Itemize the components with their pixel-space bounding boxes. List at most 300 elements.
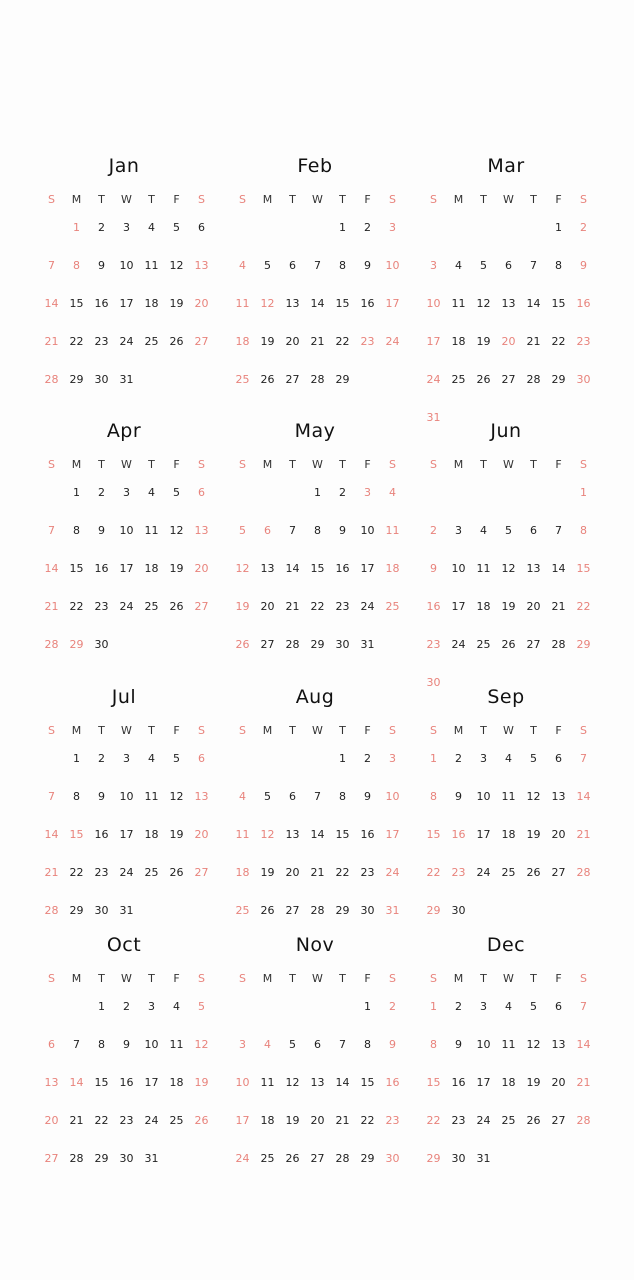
day-cell[interactable]: 5 bbox=[480, 259, 487, 272]
day-cell[interactable]: 26 bbox=[169, 600, 184, 613]
day-cell[interactable]: 1 bbox=[339, 752, 346, 765]
day-cell[interactable]: 11 bbox=[501, 1038, 516, 1051]
day-cell[interactable]: 9 bbox=[455, 790, 462, 803]
day-cell[interactable]: 11 bbox=[476, 562, 491, 575]
day-cell[interactable]: 10 bbox=[119, 259, 134, 272]
day-cell[interactable]: 10 bbox=[119, 524, 134, 537]
day-cell[interactable]: 20 bbox=[551, 1076, 566, 1089]
day-cell[interactable]: 4 bbox=[239, 790, 246, 803]
day-cell[interactable]: 4 bbox=[264, 1038, 271, 1051]
day-cell[interactable]: 7 bbox=[48, 790, 55, 803]
day-cell[interactable]: 12 bbox=[501, 562, 516, 575]
day-cell[interactable]: 14 bbox=[310, 828, 325, 841]
day-cell[interactable]: 28 bbox=[335, 1152, 350, 1165]
day-cell[interactable]: 14 bbox=[576, 790, 591, 803]
day-cell[interactable]: 17 bbox=[385, 828, 400, 841]
day-cell[interactable]: 12 bbox=[169, 790, 184, 803]
day-cell[interactable]: 6 bbox=[555, 752, 562, 765]
day-cell[interactable]: 6 bbox=[264, 524, 271, 537]
day-cell[interactable]: 8 bbox=[430, 790, 437, 803]
day-cell[interactable]: 15 bbox=[335, 297, 350, 310]
day-cell[interactable]: 13 bbox=[310, 1076, 325, 1089]
day-cell[interactable]: 17 bbox=[476, 1076, 491, 1089]
day-cell[interactable]: 4 bbox=[173, 1000, 180, 1013]
day-cell[interactable]: 11 bbox=[144, 524, 159, 537]
day-cell[interactable]: 6 bbox=[530, 524, 537, 537]
day-cell[interactable]: 29 bbox=[576, 638, 591, 651]
day-cell[interactable]: 27 bbox=[310, 1152, 325, 1165]
day-cell[interactable]: 12 bbox=[235, 562, 250, 575]
day-cell[interactable]: 12 bbox=[260, 828, 275, 841]
day-cell[interactable]: 29 bbox=[94, 1152, 109, 1165]
day-cell[interactable]: 8 bbox=[580, 524, 587, 537]
day-cell[interactable]: 5 bbox=[173, 486, 180, 499]
day-cell[interactable]: 23 bbox=[385, 1114, 400, 1127]
day-cell[interactable]: 11 bbox=[235, 297, 250, 310]
day-cell[interactable]: 14 bbox=[335, 1076, 350, 1089]
day-cell[interactable]: 18 bbox=[260, 1114, 275, 1127]
day-cell[interactable]: 7 bbox=[314, 259, 321, 272]
day-cell[interactable]: 2 bbox=[364, 221, 371, 234]
day-cell[interactable]: 16 bbox=[360, 297, 375, 310]
day-cell[interactable]: 18 bbox=[385, 562, 400, 575]
day-cell[interactable]: 30 bbox=[385, 1152, 400, 1165]
day-cell[interactable]: 20 bbox=[260, 600, 275, 613]
day-cell[interactable]: 26 bbox=[169, 335, 184, 348]
day-cell[interactable]: 7 bbox=[48, 259, 55, 272]
day-cell[interactable]: 21 bbox=[576, 828, 591, 841]
day-cell[interactable]: 28 bbox=[576, 1114, 591, 1127]
day-cell[interactable]: 6 bbox=[198, 486, 205, 499]
day-cell[interactable]: 11 bbox=[144, 259, 159, 272]
day-cell[interactable]: 2 bbox=[339, 486, 346, 499]
day-cell[interactable]: 2 bbox=[98, 752, 105, 765]
day-cell[interactable]: 24 bbox=[476, 866, 491, 879]
day-cell[interactable]: 10 bbox=[385, 790, 400, 803]
day-cell[interactable]: 7 bbox=[530, 259, 537, 272]
day-cell[interactable]: 9 bbox=[580, 259, 587, 272]
day-cell[interactable]: 16 bbox=[576, 297, 591, 310]
day-cell[interactable]: 9 bbox=[98, 524, 105, 537]
day-cell[interactable]: 4 bbox=[148, 486, 155, 499]
day-cell[interactable]: 13 bbox=[501, 297, 516, 310]
day-cell[interactable]: 21 bbox=[44, 600, 59, 613]
day-cell[interactable]: 16 bbox=[94, 828, 109, 841]
day-cell[interactable]: 5 bbox=[264, 790, 271, 803]
day-cell[interactable]: 22 bbox=[94, 1114, 109, 1127]
day-cell[interactable]: 12 bbox=[476, 297, 491, 310]
day-cell[interactable]: 5 bbox=[289, 1038, 296, 1051]
day-cell[interactable]: 12 bbox=[285, 1076, 300, 1089]
day-cell[interactable]: 1 bbox=[430, 752, 437, 765]
day-cell[interactable]: 25 bbox=[476, 638, 491, 651]
day-cell[interactable]: 17 bbox=[426, 335, 441, 348]
day-cell[interactable]: 5 bbox=[530, 1000, 537, 1013]
day-cell[interactable]: 22 bbox=[576, 600, 591, 613]
day-cell[interactable]: 7 bbox=[339, 1038, 346, 1051]
day-cell[interactable]: 22 bbox=[310, 600, 325, 613]
day-cell[interactable]: 25 bbox=[260, 1152, 275, 1165]
day-cell[interactable]: 18 bbox=[235, 866, 250, 879]
day-cell[interactable]: 17 bbox=[119, 297, 134, 310]
day-cell[interactable]: 6 bbox=[314, 1038, 321, 1051]
day-cell[interactable]: 18 bbox=[235, 335, 250, 348]
day-cell[interactable]: 30 bbox=[451, 904, 466, 917]
day-cell[interactable]: 25 bbox=[169, 1114, 184, 1127]
day-cell[interactable]: 27 bbox=[260, 638, 275, 651]
day-cell[interactable]: 13 bbox=[551, 1038, 566, 1051]
day-cell[interactable]: 15 bbox=[426, 828, 441, 841]
day-cell[interactable]: 26 bbox=[476, 373, 491, 386]
day-cell[interactable]: 19 bbox=[260, 335, 275, 348]
day-cell[interactable]: 17 bbox=[144, 1076, 159, 1089]
day-cell[interactable]: 30 bbox=[451, 1152, 466, 1165]
day-cell[interactable]: 17 bbox=[476, 828, 491, 841]
day-cell[interactable]: 3 bbox=[480, 1000, 487, 1013]
day-cell[interactable]: 14 bbox=[285, 562, 300, 575]
day-cell[interactable]: 30 bbox=[360, 904, 375, 917]
day-cell[interactable]: 1 bbox=[364, 1000, 371, 1013]
day-cell[interactable]: 22 bbox=[360, 1114, 375, 1127]
day-cell[interactable]: 14 bbox=[310, 297, 325, 310]
day-cell[interactable]: 19 bbox=[235, 600, 250, 613]
day-cell[interactable]: 6 bbox=[505, 259, 512, 272]
day-cell[interactable]: 12 bbox=[169, 259, 184, 272]
day-cell[interactable]: 8 bbox=[314, 524, 321, 537]
day-cell[interactable]: 11 bbox=[144, 790, 159, 803]
day-cell[interactable]: 3 bbox=[364, 486, 371, 499]
day-cell[interactable]: 16 bbox=[119, 1076, 134, 1089]
day-cell[interactable]: 8 bbox=[339, 259, 346, 272]
day-cell[interactable]: 24 bbox=[385, 335, 400, 348]
day-cell[interactable]: 22 bbox=[69, 335, 84, 348]
day-cell[interactable]: 2 bbox=[580, 221, 587, 234]
day-cell[interactable]: 2 bbox=[430, 524, 437, 537]
day-cell[interactable]: 25 bbox=[235, 904, 250, 917]
day-cell[interactable]: 30 bbox=[426, 676, 441, 689]
day-cell[interactable]: 22 bbox=[426, 866, 441, 879]
day-cell[interactable]: 21 bbox=[44, 335, 59, 348]
day-cell[interactable]: 3 bbox=[123, 752, 130, 765]
day-cell[interactable]: 15 bbox=[360, 1076, 375, 1089]
day-cell[interactable]: 28 bbox=[310, 904, 325, 917]
day-cell[interactable]: 25 bbox=[144, 335, 159, 348]
day-cell[interactable]: 16 bbox=[426, 600, 441, 613]
day-cell[interactable]: 17 bbox=[385, 297, 400, 310]
day-cell[interactable]: 18 bbox=[144, 828, 159, 841]
day-cell[interactable]: 17 bbox=[451, 600, 466, 613]
day-cell[interactable]: 4 bbox=[455, 259, 462, 272]
day-cell[interactable]: 28 bbox=[285, 638, 300, 651]
day-cell[interactable]: 25 bbox=[501, 1114, 516, 1127]
day-cell[interactable]: 26 bbox=[260, 904, 275, 917]
day-cell[interactable]: 13 bbox=[194, 524, 209, 537]
day-cell[interactable]: 13 bbox=[260, 562, 275, 575]
day-cell[interactable]: 8 bbox=[430, 1038, 437, 1051]
day-cell[interactable]: 18 bbox=[501, 828, 516, 841]
day-cell[interactable]: 23 bbox=[451, 866, 466, 879]
day-cell[interactable]: 1 bbox=[555, 221, 562, 234]
day-cell[interactable]: 31 bbox=[426, 411, 441, 424]
day-cell[interactable]: 14 bbox=[551, 562, 566, 575]
day-cell[interactable]: 18 bbox=[476, 600, 491, 613]
day-cell[interactable]: 15 bbox=[576, 562, 591, 575]
day-cell[interactable]: 19 bbox=[526, 1076, 541, 1089]
day-cell[interactable]: 23 bbox=[335, 600, 350, 613]
day-cell[interactable]: 2 bbox=[389, 1000, 396, 1013]
day-cell[interactable]: 25 bbox=[144, 600, 159, 613]
day-cell[interactable]: 5 bbox=[505, 524, 512, 537]
day-cell[interactable]: 19 bbox=[260, 866, 275, 879]
day-cell[interactable]: 4 bbox=[148, 221, 155, 234]
day-cell[interactable]: 6 bbox=[289, 259, 296, 272]
day-cell[interactable]: 15 bbox=[426, 1076, 441, 1089]
day-cell[interactable]: 22 bbox=[426, 1114, 441, 1127]
day-cell[interactable]: 27 bbox=[526, 638, 541, 651]
day-cell[interactable]: 9 bbox=[389, 1038, 396, 1051]
day-cell[interactable]: 23 bbox=[360, 866, 375, 879]
day-cell[interactable]: 15 bbox=[551, 297, 566, 310]
day-cell[interactable]: 19 bbox=[169, 297, 184, 310]
day-cell[interactable]: 21 bbox=[576, 1076, 591, 1089]
day-cell[interactable]: 26 bbox=[285, 1152, 300, 1165]
day-cell[interactable]: 30 bbox=[119, 1152, 134, 1165]
day-cell[interactable]: 28 bbox=[69, 1152, 84, 1165]
day-cell[interactable]: 22 bbox=[69, 600, 84, 613]
day-cell[interactable]: 4 bbox=[239, 259, 246, 272]
day-cell[interactable]: 28 bbox=[310, 373, 325, 386]
day-cell[interactable]: 1 bbox=[73, 752, 80, 765]
day-cell[interactable]: 28 bbox=[551, 638, 566, 651]
day-cell[interactable]: 3 bbox=[148, 1000, 155, 1013]
day-cell[interactable]: 7 bbox=[289, 524, 296, 537]
day-cell[interactable]: 23 bbox=[426, 638, 441, 651]
day-cell[interactable]: 15 bbox=[310, 562, 325, 575]
day-cell[interactable]: 1 bbox=[339, 221, 346, 234]
day-cell[interactable]: 29 bbox=[335, 373, 350, 386]
day-cell[interactable]: 8 bbox=[73, 790, 80, 803]
day-cell[interactable]: 16 bbox=[94, 297, 109, 310]
day-cell[interactable]: 27 bbox=[194, 335, 209, 348]
day-cell[interactable]: 13 bbox=[285, 828, 300, 841]
day-cell[interactable]: 31 bbox=[119, 373, 134, 386]
day-cell[interactable]: 29 bbox=[360, 1152, 375, 1165]
day-cell[interactable]: 24 bbox=[360, 600, 375, 613]
day-cell[interactable]: 14 bbox=[44, 297, 59, 310]
day-cell[interactable]: 29 bbox=[426, 1152, 441, 1165]
day-cell[interactable]: 6 bbox=[198, 752, 205, 765]
day-cell[interactable]: 9 bbox=[339, 524, 346, 537]
day-cell[interactable]: 26 bbox=[260, 373, 275, 386]
day-cell[interactable]: 8 bbox=[73, 524, 80, 537]
day-cell[interactable]: 17 bbox=[360, 562, 375, 575]
day-cell[interactable]: 25 bbox=[385, 600, 400, 613]
day-cell[interactable]: 18 bbox=[501, 1076, 516, 1089]
day-cell[interactable]: 18 bbox=[144, 562, 159, 575]
day-cell[interactable]: 23 bbox=[576, 335, 591, 348]
day-cell[interactable]: 8 bbox=[339, 790, 346, 803]
day-cell[interactable]: 23 bbox=[451, 1114, 466, 1127]
day-cell[interactable]: 15 bbox=[94, 1076, 109, 1089]
day-cell[interactable]: 3 bbox=[430, 259, 437, 272]
day-cell[interactable]: 24 bbox=[119, 866, 134, 879]
day-cell[interactable]: 24 bbox=[451, 638, 466, 651]
day-cell[interactable]: 9 bbox=[364, 259, 371, 272]
day-cell[interactable]: 6 bbox=[555, 1000, 562, 1013]
day-cell[interactable]: 16 bbox=[451, 828, 466, 841]
day-cell[interactable]: 4 bbox=[505, 1000, 512, 1013]
day-cell[interactable]: 24 bbox=[119, 600, 134, 613]
day-cell[interactable]: 19 bbox=[285, 1114, 300, 1127]
day-cell[interactable]: 27 bbox=[285, 904, 300, 917]
day-cell[interactable]: 23 bbox=[119, 1114, 134, 1127]
day-cell[interactable]: 10 bbox=[426, 297, 441, 310]
day-cell[interactable]: 26 bbox=[501, 638, 516, 651]
day-cell[interactable]: 30 bbox=[576, 373, 591, 386]
day-cell[interactable]: 16 bbox=[94, 562, 109, 575]
day-cell[interactable]: 23 bbox=[94, 335, 109, 348]
day-cell[interactable]: 29 bbox=[335, 904, 350, 917]
day-cell[interactable]: 15 bbox=[69, 297, 84, 310]
day-cell[interactable]: 4 bbox=[148, 752, 155, 765]
day-cell[interactable]: 14 bbox=[576, 1038, 591, 1051]
day-cell[interactable]: 2 bbox=[455, 752, 462, 765]
day-cell[interactable]: 1 bbox=[73, 486, 80, 499]
day-cell[interactable]: 3 bbox=[123, 221, 130, 234]
day-cell[interactable]: 19 bbox=[169, 828, 184, 841]
day-cell[interactable]: 7 bbox=[555, 524, 562, 537]
day-cell[interactable]: 27 bbox=[194, 866, 209, 879]
day-cell[interactable]: 3 bbox=[455, 524, 462, 537]
day-cell[interactable]: 10 bbox=[451, 562, 466, 575]
day-cell[interactable]: 14 bbox=[526, 297, 541, 310]
day-cell[interactable]: 2 bbox=[364, 752, 371, 765]
day-cell[interactable]: 24 bbox=[476, 1114, 491, 1127]
day-cell[interactable]: 30 bbox=[94, 904, 109, 917]
day-cell[interactable]: 6 bbox=[198, 221, 205, 234]
day-cell[interactable]: 18 bbox=[169, 1076, 184, 1089]
day-cell[interactable]: 20 bbox=[551, 828, 566, 841]
day-cell[interactable]: 20 bbox=[285, 335, 300, 348]
day-cell[interactable]: 19 bbox=[194, 1076, 209, 1089]
day-cell[interactable]: 27 bbox=[551, 1114, 566, 1127]
day-cell[interactable]: 5 bbox=[198, 1000, 205, 1013]
day-cell[interactable]: 13 bbox=[194, 790, 209, 803]
day-cell[interactable]: 1 bbox=[98, 1000, 105, 1013]
day-cell[interactable]: 12 bbox=[260, 297, 275, 310]
day-cell[interactable]: 12 bbox=[526, 1038, 541, 1051]
day-cell[interactable]: 20 bbox=[194, 297, 209, 310]
day-cell[interactable]: 15 bbox=[69, 562, 84, 575]
day-cell[interactable]: 20 bbox=[194, 562, 209, 575]
day-cell[interactable]: 16 bbox=[360, 828, 375, 841]
day-cell[interactable]: 4 bbox=[480, 524, 487, 537]
day-cell[interactable]: 13 bbox=[285, 297, 300, 310]
day-cell[interactable]: 3 bbox=[123, 486, 130, 499]
day-cell[interactable]: 27 bbox=[44, 1152, 59, 1165]
day-cell[interactable]: 27 bbox=[551, 866, 566, 879]
day-cell[interactable]: 31 bbox=[476, 1152, 491, 1165]
day-cell[interactable]: 20 bbox=[44, 1114, 59, 1127]
day-cell[interactable]: 11 bbox=[501, 790, 516, 803]
day-cell[interactable]: 26 bbox=[235, 638, 250, 651]
day-cell[interactable]: 24 bbox=[385, 866, 400, 879]
day-cell[interactable]: 18 bbox=[451, 335, 466, 348]
day-cell[interactable]: 9 bbox=[98, 790, 105, 803]
day-cell[interactable]: 28 bbox=[526, 373, 541, 386]
day-cell[interactable]: 9 bbox=[455, 1038, 462, 1051]
day-cell[interactable]: 10 bbox=[144, 1038, 159, 1051]
day-cell[interactable]: 23 bbox=[94, 866, 109, 879]
day-cell[interactable]: 15 bbox=[69, 828, 84, 841]
day-cell[interactable]: 30 bbox=[335, 638, 350, 651]
day-cell[interactable]: 26 bbox=[169, 866, 184, 879]
day-cell[interactable]: 7 bbox=[48, 524, 55, 537]
day-cell[interactable]: 26 bbox=[526, 1114, 541, 1127]
day-cell[interactable]: 28 bbox=[44, 638, 59, 651]
day-cell[interactable]: 3 bbox=[389, 221, 396, 234]
day-cell[interactable]: 30 bbox=[94, 373, 109, 386]
day-cell[interactable]: 10 bbox=[476, 1038, 491, 1051]
day-cell[interactable]: 24 bbox=[426, 373, 441, 386]
day-cell[interactable]: 20 bbox=[501, 335, 516, 348]
day-cell[interactable]: 21 bbox=[526, 335, 541, 348]
day-cell[interactable]: 21 bbox=[551, 600, 566, 613]
day-cell[interactable]: 21 bbox=[310, 866, 325, 879]
day-cell[interactable]: 7 bbox=[580, 752, 587, 765]
day-cell[interactable]: 10 bbox=[235, 1076, 250, 1089]
day-cell[interactable]: 1 bbox=[580, 486, 587, 499]
day-cell[interactable]: 8 bbox=[555, 259, 562, 272]
day-cell[interactable]: 29 bbox=[310, 638, 325, 651]
day-cell[interactable]: 30 bbox=[94, 638, 109, 651]
day-cell[interactable]: 5 bbox=[173, 221, 180, 234]
day-cell[interactable]: 26 bbox=[194, 1114, 209, 1127]
day-cell[interactable]: 27 bbox=[501, 373, 516, 386]
day-cell[interactable]: 19 bbox=[526, 828, 541, 841]
day-cell[interactable]: 25 bbox=[235, 373, 250, 386]
day-cell[interactable]: 25 bbox=[451, 373, 466, 386]
day-cell[interactable]: 16 bbox=[335, 562, 350, 575]
day-cell[interactable]: 24 bbox=[144, 1114, 159, 1127]
day-cell[interactable]: 7 bbox=[73, 1038, 80, 1051]
day-cell[interactable]: 29 bbox=[69, 373, 84, 386]
day-cell[interactable]: 6 bbox=[48, 1038, 55, 1051]
day-cell[interactable]: 13 bbox=[194, 259, 209, 272]
day-cell[interactable]: 31 bbox=[385, 904, 400, 917]
day-cell[interactable]: 3 bbox=[239, 1038, 246, 1051]
day-cell[interactable]: 8 bbox=[364, 1038, 371, 1051]
day-cell[interactable]: 3 bbox=[480, 752, 487, 765]
day-cell[interactable]: 26 bbox=[526, 866, 541, 879]
day-cell[interactable]: 12 bbox=[194, 1038, 209, 1051]
day-cell[interactable]: 10 bbox=[476, 790, 491, 803]
day-cell[interactable]: 27 bbox=[194, 600, 209, 613]
day-cell[interactable]: 31 bbox=[360, 638, 375, 651]
day-cell[interactable]: 12 bbox=[526, 790, 541, 803]
day-cell[interactable]: 18 bbox=[144, 297, 159, 310]
day-cell[interactable]: 19 bbox=[501, 600, 516, 613]
day-cell[interactable]: 9 bbox=[98, 259, 105, 272]
day-cell[interactable]: 16 bbox=[451, 1076, 466, 1089]
day-cell[interactable]: 10 bbox=[360, 524, 375, 537]
day-cell[interactable]: 11 bbox=[451, 297, 466, 310]
day-cell[interactable]: 19 bbox=[476, 335, 491, 348]
day-cell[interactable]: 22 bbox=[69, 866, 84, 879]
day-cell[interactable]: 23 bbox=[360, 335, 375, 348]
day-cell[interactable]: 11 bbox=[385, 524, 400, 537]
day-cell[interactable]: 5 bbox=[264, 259, 271, 272]
